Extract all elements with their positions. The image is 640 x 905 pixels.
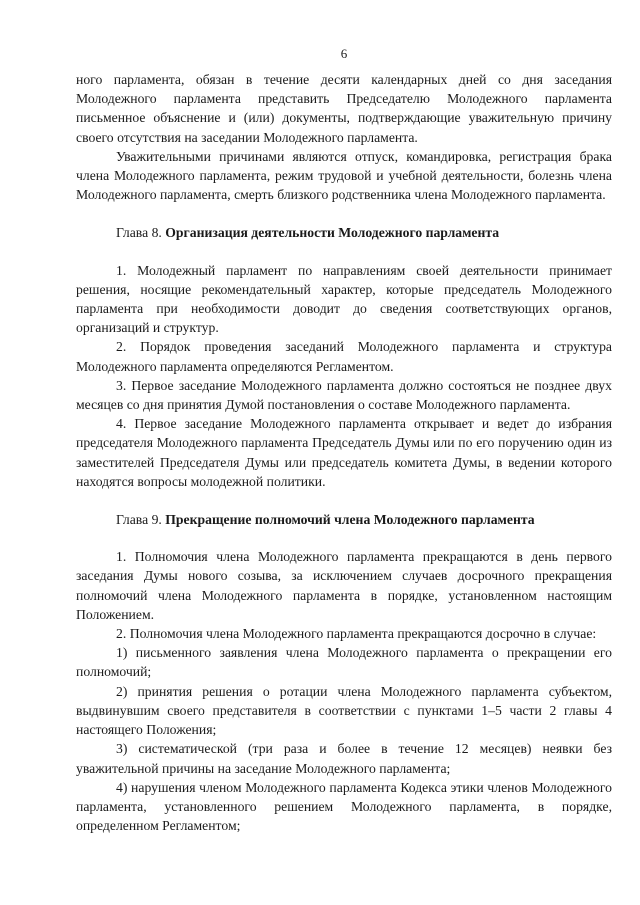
- chapter-8-item-3: 3. Первое заседание Молодежного парламента должно состояться не позднее двух месяцев со дня принятия Думой постановления о составе Молодежного парламента.: [76, 377, 612, 413]
- chapter-8-item-1: 1. Молодежный парламент по направлениям своей деятельности принимает решения, носящие рекомендательный характер, которые председатель Молодежного парламента при необходимости доводит до сведения соответствующих органов, организаций и структур.: [76, 262, 612, 336]
- chapter-9-heading: [76, 510, 612, 529]
- paragraph-absence-explanation: ного парламента, обязан в течение десяти календарных дней со дня заседания Молодежного парламента представить Председателю Молодежного парламента письменное объяснение и (или) документы, подтверждающие уважительную причину своего отсутствия на заседании Молодежного парламента.: [76, 72, 612, 145]
- chapter-8-title: Организация деятельности Молодежного парламента: [165, 225, 500, 241]
- chapter-9-item-2: 2. Полномочия члена Молодежного парламента прекращаются досрочно в случае:: [116, 626, 597, 642]
- chapter-9-number: Глава 9.: [116, 512, 166, 528]
- chapter-9-title: Прекращение полномочий члена Молодежного парламента: [165, 512, 535, 528]
- chapter-9-subitem-1: 1) письменного заявления члена Молодежного парламента о прекращении его полномочий;: [76, 645, 612, 680]
- chapter-9-subitem-3: 3) систематической (три раза и более в течение 12 месяцев) неявки без уважительной причины на заседание Молодежного парламента;: [76, 741, 612, 776]
- spacer: [76, 243, 612, 261]
- chapter-8-number: Глава 8.: [116, 225, 166, 241]
- document-page: [76, 46, 612, 835]
- spacer: [76, 491, 612, 510]
- chapter-9-subitem-2: 2) принятия решения о ротации члена Молодежного парламента субъектом, выдвинувшим своего представителя в соответствии с пунктами 1–5 части 2 главы 4 настоящего Положения;: [76, 683, 612, 738]
- paragraph-valid-reasons: Уважительными причинами являются отпуск, командировка, регистрация брака члена Молодежного парламента, режим трудовой и учебной деятельности, болезнь члена Молодежного парламента, смерть близкого родственника члена Молодежного парламента.: [76, 148, 612, 203]
- chapter-8-heading: [76, 223, 612, 242]
- spacer: [76, 204, 612, 223]
- chapter-8-item-2: 2. Порядок проведения заседаний Молодежного парламента и структура Молодежного парламента определяются Регламентом.: [76, 339, 612, 374]
- chapter-8-item-4: 4. Первое заседание Молодежного парламента открывает и ведет до избрания председателя Молодежного парламента Председатель Думы или по его поручению один из заместителей Председателя Думы или председатель комитета Думы, в ведении которого находятся вопросы молодежной политики.: [76, 416, 612, 489]
- chapter-9-subitem-4: 4) нарушения членом Молодежного парламента Кодекса этики членов Молодежного парламента, установленного решением Молодежного парламента, в порядке, определенном Регламентом;: [76, 779, 612, 834]
- spacer: [76, 529, 612, 547]
- page-number: 6: [340, 46, 348, 61]
- chapter-9-item-1: 1. Полномочия члена Молодежного парламента прекращаются в день первого заседания Думы нового созыва, за исключением случаев досрочного прекращения полномочий члена Молодежного парламента в порядке, установленном настоящим Положением.: [76, 549, 612, 622]
